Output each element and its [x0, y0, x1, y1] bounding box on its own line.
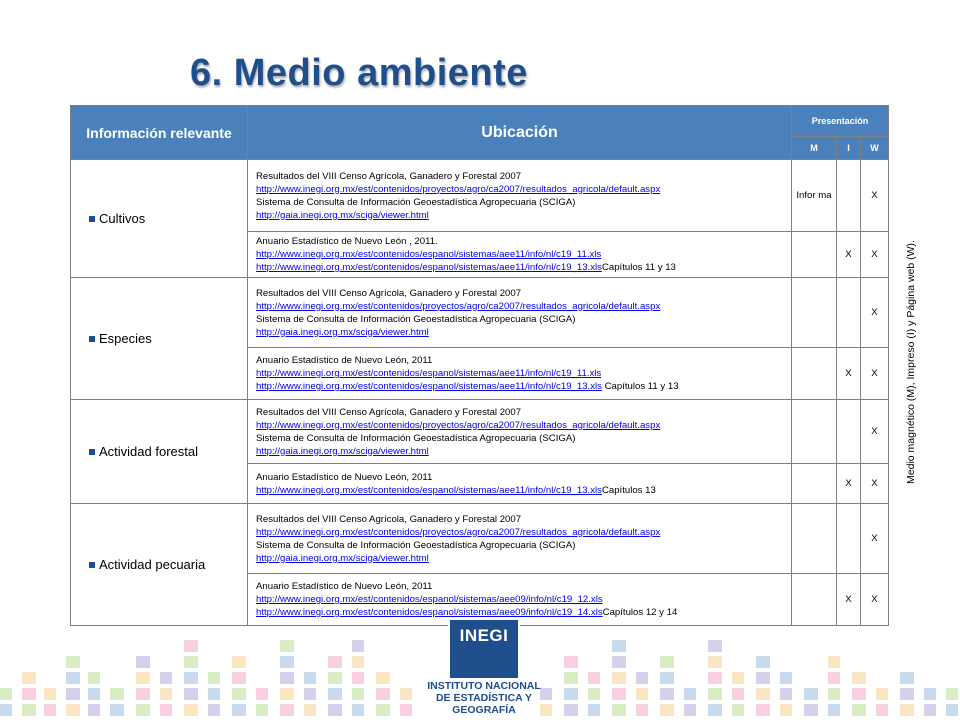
decorative-block: [756, 672, 770, 684]
decorative-block: [280, 640, 294, 652]
presentation-i-cell: X: [837, 574, 861, 626]
decorative-block: [280, 672, 294, 684]
logo-subtitle: [404, 680, 564, 716]
decorative-block: [588, 704, 600, 716]
decorative-block: [232, 672, 246, 684]
source-text: Sistema de Consulta de Información Geoestadística Agropecuaria (SCIGA): [256, 313, 576, 325]
decorative-block: [732, 672, 744, 684]
source-text: Resultados del VIII Censo Agrícola, Ganadero y Forestal 2007: [256, 170, 522, 182]
decorative-block: [564, 688, 578, 700]
presentation-w-cell: X: [861, 160, 889, 232]
decorative-block: [708, 688, 722, 700]
source-link[interactable]: http://www.inegi.org.mx/est/contenidos/proyectos/agro/ca2007/resultados_agricola/default.aspx: [256, 183, 661, 195]
decorative-block: [184, 688, 198, 700]
decorative-block: [66, 704, 80, 716]
decorative-block: [232, 704, 246, 716]
decorative-block: [564, 672, 578, 684]
source-text: Sistema de Consulta de Información Geoestadística Agropecuaria (SCIGA): [256, 196, 576, 208]
decorative-block: [946, 688, 958, 700]
decorative-block: [588, 672, 600, 684]
decorative-block: [136, 688, 150, 700]
decorative-block: [708, 672, 722, 684]
decorative-block: [352, 656, 364, 668]
source-link[interactable]: http://gaia.inegi.org.mx/sciga/viewer.html: [256, 209, 429, 221]
presentation-w-cell: X: [861, 348, 889, 400]
category-label: Actividad pecuaria: [99, 557, 206, 572]
logo-name: INEGI: [459, 626, 509, 645]
decorative-block: [876, 688, 888, 700]
source-text: Resultados del VIII Censo Agrícola, Ganadero y Forestal 2007: [256, 406, 522, 418]
decorative-block: [660, 656, 674, 668]
decorative-block: [612, 688, 626, 700]
decorative-block: [328, 688, 342, 700]
chapter-note: Capítulos 11 y 13: [601, 381, 679, 392]
source-link[interactable]: http://www.inegi.org.mx/est/contenidos/espanol/sistemas/aee11/info/nl/c19_11.xls: [256, 368, 602, 379]
decorative-block: [280, 704, 294, 716]
decorative-block: [208, 704, 220, 716]
decorative-block: [160, 704, 172, 716]
decorative-block: [900, 704, 914, 716]
decorative-block: [660, 704, 674, 716]
category-label: Actividad forestal: [99, 444, 198, 459]
decorative-block: [780, 688, 792, 700]
source-text: Anuario Estadístico de Nuevo León, 2011: [256, 581, 433, 592]
presentation-w-cell: X: [861, 464, 889, 504]
decorative-block: [280, 656, 294, 668]
decorative-block: [0, 688, 12, 700]
presentation-w-cell: X: [861, 574, 889, 626]
decorative-block: [88, 704, 100, 716]
decorative-block: [232, 688, 246, 700]
decorative-block: [946, 704, 958, 716]
decorative-block: [376, 672, 390, 684]
presentation-w-cell: X: [861, 232, 889, 278]
decorative-block: [66, 672, 80, 684]
decorative-block: [184, 704, 198, 716]
source-link[interactable]: http://www.inegi.org.mx/est/contenidos/proyectos/agro/ca2007/resultados_agricola/default.aspx: [256, 526, 661, 538]
decorative-block: [304, 704, 316, 716]
source-link[interactable]: http://www.inegi.org.mx/est/contenidos/espanol/sistemas/aee11/info/nl/c19_11.xls: [256, 249, 602, 260]
decorative-block: [66, 688, 80, 700]
decorative-block: [852, 688, 866, 700]
decorative-block: [22, 688, 36, 700]
decorative-block: [732, 688, 744, 700]
decorative-block: [804, 704, 818, 716]
decorative-block: [208, 672, 220, 684]
source-link[interactable]: http://www.inegi.org.mx/est/contenidos/proyectos/agro/ca2007/resultados_agricola/default.aspx: [256, 419, 661, 431]
decorative-block: [828, 704, 840, 716]
decorative-block: [756, 656, 770, 668]
presentation-m-cell: Infor ma: [792, 160, 837, 232]
decorative-block: [352, 672, 364, 684]
decorative-block: [184, 640, 198, 652]
decorative-block: [184, 672, 198, 684]
source-link[interactable]: http://www.inegi.org.mx/est/contenidos/espanol/sistemas/aee11/info/nl/c19_13.xls: [256, 262, 602, 273]
chapter-note: Capítulos 12 y 14: [602, 607, 678, 618]
decorative-block: [110, 704, 124, 716]
decorative-block: [328, 704, 342, 716]
decorative-block: [828, 672, 840, 684]
decorative-block: [136, 704, 150, 716]
page-title: 6. Medio ambiente: [190, 52, 528, 94]
decorative-block: [328, 656, 342, 668]
decorative-block: [22, 672, 36, 684]
presentation-i-cell: X: [837, 348, 861, 400]
source-text: Anuario Estadístico de Nuevo León, 2011: [256, 471, 433, 483]
source-text: Sistema de Consulta de Información Geoestadística Agropecuaria (SCIGA): [256, 539, 576, 551]
header-i: I: [837, 137, 861, 160]
decorative-block: [636, 672, 648, 684]
header-ubicacion: Ubicación: [248, 106, 792, 160]
decorative-block: [376, 704, 390, 716]
decorative-block: [660, 672, 674, 684]
decorative-block: [22, 704, 36, 716]
decorative-block: [88, 672, 100, 684]
decorative-block: [684, 688, 696, 700]
source-link[interactable]: http://gaia.inegi.org.mx/sciga/viewer.html: [256, 445, 429, 457]
source-link[interactable]: http://www.inegi.org.mx/est/contenidos/espanol/sistemas/aee11/info/nl/c19_13.xls: [256, 381, 602, 392]
decorative-block: [852, 704, 866, 716]
presentation-i-cell: X: [837, 232, 861, 278]
source-link[interactable]: http://www.inegi.org.mx/est/contenidos/proyectos/agro/ca2007/resultados_agricola/default.aspx: [256, 300, 661, 312]
decorative-block: [612, 704, 626, 716]
presentation-w-cell: X: [861, 400, 889, 464]
decorative-block: [756, 688, 770, 700]
decorative-block: [564, 704, 578, 716]
decorative-block: [852, 672, 866, 684]
decorative-block: [232, 656, 246, 668]
category-label: Especies: [99, 331, 152, 346]
decorative-block: [328, 672, 342, 684]
decorative-block: [708, 704, 722, 716]
decorative-block: [708, 656, 722, 668]
source-text: Anuario Estadístico de Nuevo León , 2011.: [256, 236, 438, 247]
decorative-block: [900, 688, 914, 700]
decorative-block: [304, 672, 316, 684]
decorative-block: [900, 672, 914, 684]
decorative-block: [304, 688, 316, 700]
decorative-block: [612, 656, 626, 668]
source-text: Anuario Estadístico de Nuevo León, 2011: [256, 355, 433, 366]
decorative-block: [804, 688, 818, 700]
category-label: Cultivos: [99, 211, 146, 226]
decorative-block: [256, 688, 268, 700]
decorative-block: [732, 704, 744, 716]
decorative-block: [924, 688, 936, 700]
side-note: Medio magnético (M), Impreso (I) y Página web (W).: [905, 240, 917, 484]
decorative-block: [828, 688, 840, 700]
decorative-block: [564, 656, 578, 668]
decorative-block: [88, 688, 100, 700]
decorative-block: [376, 688, 390, 700]
header-w: W: [861, 137, 889, 160]
decorative-block: [780, 704, 792, 716]
decorative-block: [924, 704, 936, 716]
chapter-note: Capítulos 11 y 13: [601, 262, 676, 273]
decorative-block: [660, 688, 674, 700]
decorative-block: [876, 704, 888, 716]
presentation-i-cell: X: [837, 464, 861, 504]
decorative-block: [44, 704, 56, 716]
source-text: Sistema de Consulta de Información Geoestadística Agropecuaria (SCIGA): [256, 432, 576, 444]
decorative-block: [160, 688, 172, 700]
decorative-block: [256, 704, 268, 716]
decorative-block: [684, 704, 696, 716]
logo-line-2: DE ESTADÍSTICA Y GEOGRAFÍA: [435, 692, 533, 716]
decorative-block: [780, 672, 792, 684]
header-presentacion: Presentación: [792, 106, 889, 137]
presentation-w-cell: X: [861, 278, 889, 348]
chapter-note: Capítulos 13: [601, 484, 656, 496]
decorative-block: [136, 656, 150, 668]
decorative-block: [588, 688, 600, 700]
decorative-block: [44, 688, 56, 700]
logo-line-1: INSTITUTO NACIONAL: [427, 680, 541, 692]
decorative-block: [708, 640, 722, 652]
decorative-block: [828, 656, 840, 668]
presentation-w-cell: X: [861, 504, 889, 574]
decorative-block: [612, 640, 626, 652]
decorative-block: [352, 704, 364, 716]
header-info: Información relevante: [71, 106, 248, 160]
source-link[interactable]: http://gaia.inegi.org.mx/sciga/viewer.html: [256, 552, 429, 564]
decorative-block: [352, 688, 364, 700]
source-link[interactable]: http://www.inegi.org.mx/est/contenidos/espanol/sistemas/aee09/info/nl/c19_14.xls: [256, 607, 603, 618]
decorative-block: [756, 704, 770, 716]
decorative-block: [636, 704, 648, 716]
source-text: Resultados del VIII Censo Agrícola, Ganadero y Forestal 2007: [256, 513, 522, 525]
decorative-block: [636, 688, 648, 700]
decorative-block: [184, 656, 198, 668]
decorative-block: [208, 688, 220, 700]
source-link[interactable]: http://www.inegi.org.mx/est/contenidos/espanol/sistemas/aee09/info/nl/c19_12.xls: [256, 594, 603, 605]
decorative-block: [612, 672, 626, 684]
decorative-block: [352, 640, 364, 652]
decorative-block: [136, 672, 150, 684]
decorative-block: [110, 688, 124, 700]
source-link[interactable]: http://www.inegi.org.mx/est/contenidos/espanol/sistemas/aee11/info/nl/c19_13.xls: [256, 484, 602, 496]
header-m: M: [792, 137, 837, 160]
source-link[interactable]: http://gaia.inegi.org.mx/sciga/viewer.html: [256, 326, 429, 338]
decorative-block: [160, 672, 172, 684]
decorative-block: [0, 704, 12, 716]
decorative-block: [280, 688, 294, 700]
decorative-block: [66, 656, 80, 668]
source-text: Resultados del VIII Censo Agrícola, Ganadero y Forestal 2007: [256, 287, 522, 299]
